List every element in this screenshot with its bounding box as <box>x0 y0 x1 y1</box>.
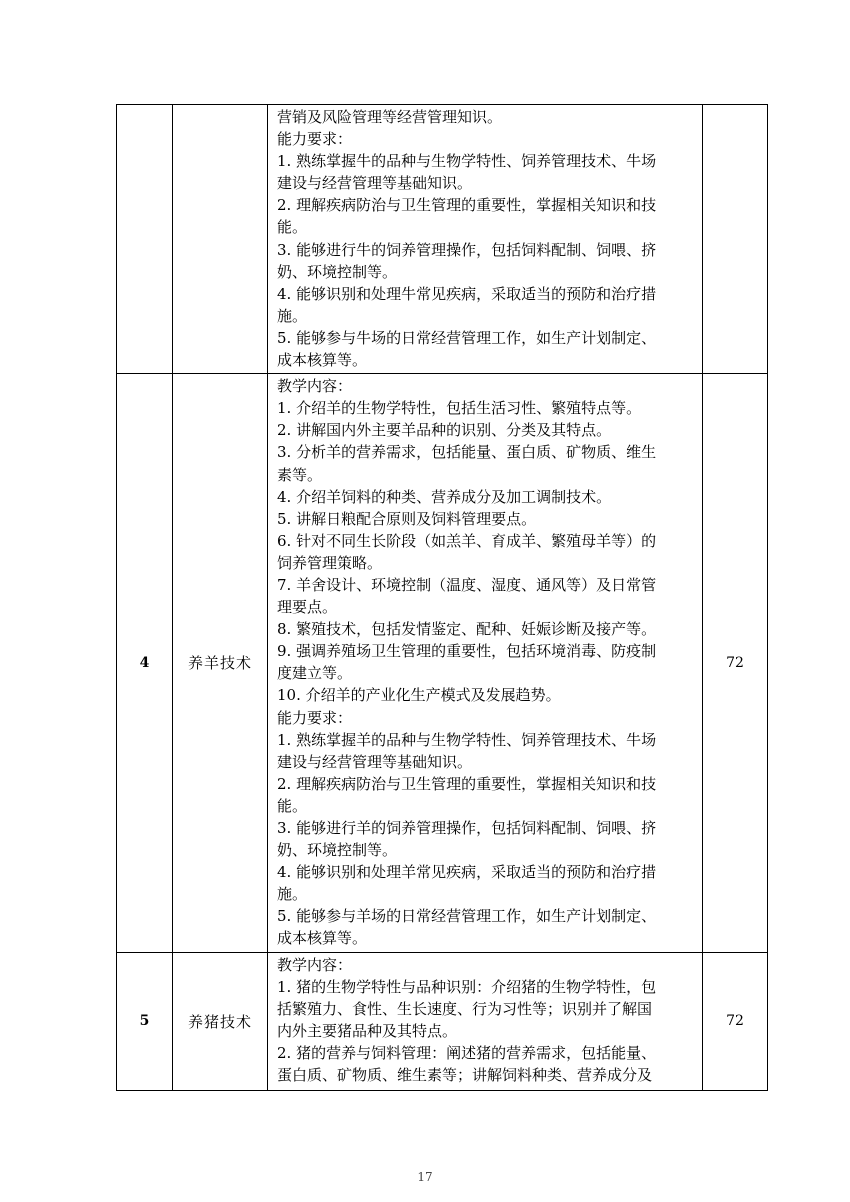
content-line: 2. 理解疾病防治与卫生管理的重要性，掌握相关知识和技 <box>277 774 657 793</box>
course-hours-cell: 72 <box>703 374 768 952</box>
content-line: 教学内容： <box>277 377 353 396</box>
content-line: 4. 能够识别和处理牛常见疾病，采取适当的预防和治疗措 <box>277 284 657 303</box>
course-content-cell <box>268 105 703 374</box>
table-row <box>117 952 768 1090</box>
content-line: 度建立等。 <box>277 664 353 683</box>
content-lines <box>268 374 702 951</box>
content-line: 施。 <box>277 306 308 325</box>
content-line: 奶、环境控制等。 <box>277 841 398 860</box>
content-line: 5. 能够参与牛场的日常经营管理工作，如生产计划制定、 <box>277 328 657 347</box>
course-hours-cell <box>703 105 768 374</box>
course-number-cell: 5 <box>117 952 173 1090</box>
content-line: 1. 熟练掌握牛的品种与生物学特性、饲养管理技术、牛场 <box>277 152 657 171</box>
content-line: 成本核算等。 <box>277 351 368 370</box>
content-line: 能。 <box>277 218 308 237</box>
content-line: 能力要求： <box>277 708 353 727</box>
content-line: 能力要求： <box>277 130 353 149</box>
content-line: 8. 繁殖技术，包括发情鉴定、配种、妊娠诊断及接产等。 <box>277 620 657 639</box>
content-line: 9. 强调养殖场卫生管理的重要性，包括环境消毒、防疫制 <box>277 642 657 661</box>
content-line: 内外主要猪品种及其特点。 <box>277 1021 458 1040</box>
content-line: 3. 能够进行羊的饲养管理操作，包括饲料配制、饲喂、挤 <box>277 819 657 837</box>
content-lines <box>268 105 702 373</box>
content-line: 1. 介绍羊的生物学特性，包括生活习性、繁殖特点等。 <box>277 399 642 418</box>
content-line: 2. 讲解国内外主要羊品种的识别、分类及其特点。 <box>277 421 612 440</box>
content-line: 5. 讲解日粮配合原则及饲料管理要点。 <box>277 509 537 528</box>
content-line: 成本核算等。 <box>277 929 368 948</box>
course-name-cell <box>173 105 268 374</box>
content-line: 5. 能够参与羊场的日常经营管理工作，如生产计划制定、 <box>277 907 657 926</box>
content-line: 6. 针对不同生长阶段（如羔羊、育成羊、繁殖母羊等）的 <box>277 531 657 550</box>
content-line: 2. 猪的营养与饲料管理：阐述猪的营养需求，包括能量、 <box>277 1043 657 1062</box>
content-line: 素等。 <box>277 465 323 484</box>
content-line: 3. 分析羊的营养需求，包括能量、蛋白质、矿物质、维生 <box>277 443 657 462</box>
content-line: 蛋白质、矿物质、维生素等；讲解饲料种类、营养成分及 <box>277 1066 653 1085</box>
content-line: 能。 <box>277 796 308 815</box>
content-line: 10. 介绍羊的产业化生产模式及发展趋势。 <box>277 686 561 705</box>
course-name-cell: 养羊技术 <box>173 374 268 952</box>
content-line: 4. 介绍羊饲料的种类、营养成分及加工调制技术。 <box>277 487 612 506</box>
content-lines <box>268 953 702 1089</box>
content-line: 建设与经营管理等基础知识。 <box>277 174 473 193</box>
content-line: 括繁殖力、食性、生长速度、行为习性等；识别并了解国 <box>277 999 653 1018</box>
table-row <box>117 374 768 952</box>
course-content-cell <box>268 374 703 952</box>
course-number-cell: 4 <box>117 374 173 952</box>
table-row <box>117 105 768 374</box>
content-line: 7. 羊舍设计、环境控制（温度、湿度、通风等）及日常管 <box>277 575 657 594</box>
course-hours-cell: 72 <box>703 952 768 1090</box>
content-line: 4. 能够识别和处理羊常见疾病，采取适当的预防和治疗措 <box>277 863 657 882</box>
course-number-cell <box>117 105 173 374</box>
course-name-cell: 养猪技术 <box>173 952 268 1090</box>
content-line: 建设与经营管理等基础知识。 <box>277 752 473 771</box>
content-line: 教学内容： <box>277 955 353 974</box>
content-line: 1. 熟练掌握羊的品种与生物学特性、饲养管理技术、牛场 <box>277 730 657 749</box>
content-line: 奶、环境控制等。 <box>277 262 398 281</box>
content-line: 营销及风险管理等经营管理知识。 <box>277 108 503 126</box>
content-line: 3. 能够进行牛的饲养管理操作，包括饲料配制、饲喂、挤 <box>277 240 657 259</box>
course-content-cell <box>268 952 703 1090</box>
page-number: 17 <box>417 1170 433 1184</box>
content-line: 2. 理解疾病防治与卫生管理的重要性，掌握相关知识和技 <box>277 196 657 215</box>
content-line: 理要点。 <box>277 598 338 617</box>
content-line: 饲养管理策略。 <box>277 553 383 572</box>
curriculum-table <box>116 104 768 1091</box>
content-line: 施。 <box>277 885 308 904</box>
content-line: 1. 猪的生物学特性与品种识别：介绍猪的生物学特性，包 <box>277 977 657 996</box>
